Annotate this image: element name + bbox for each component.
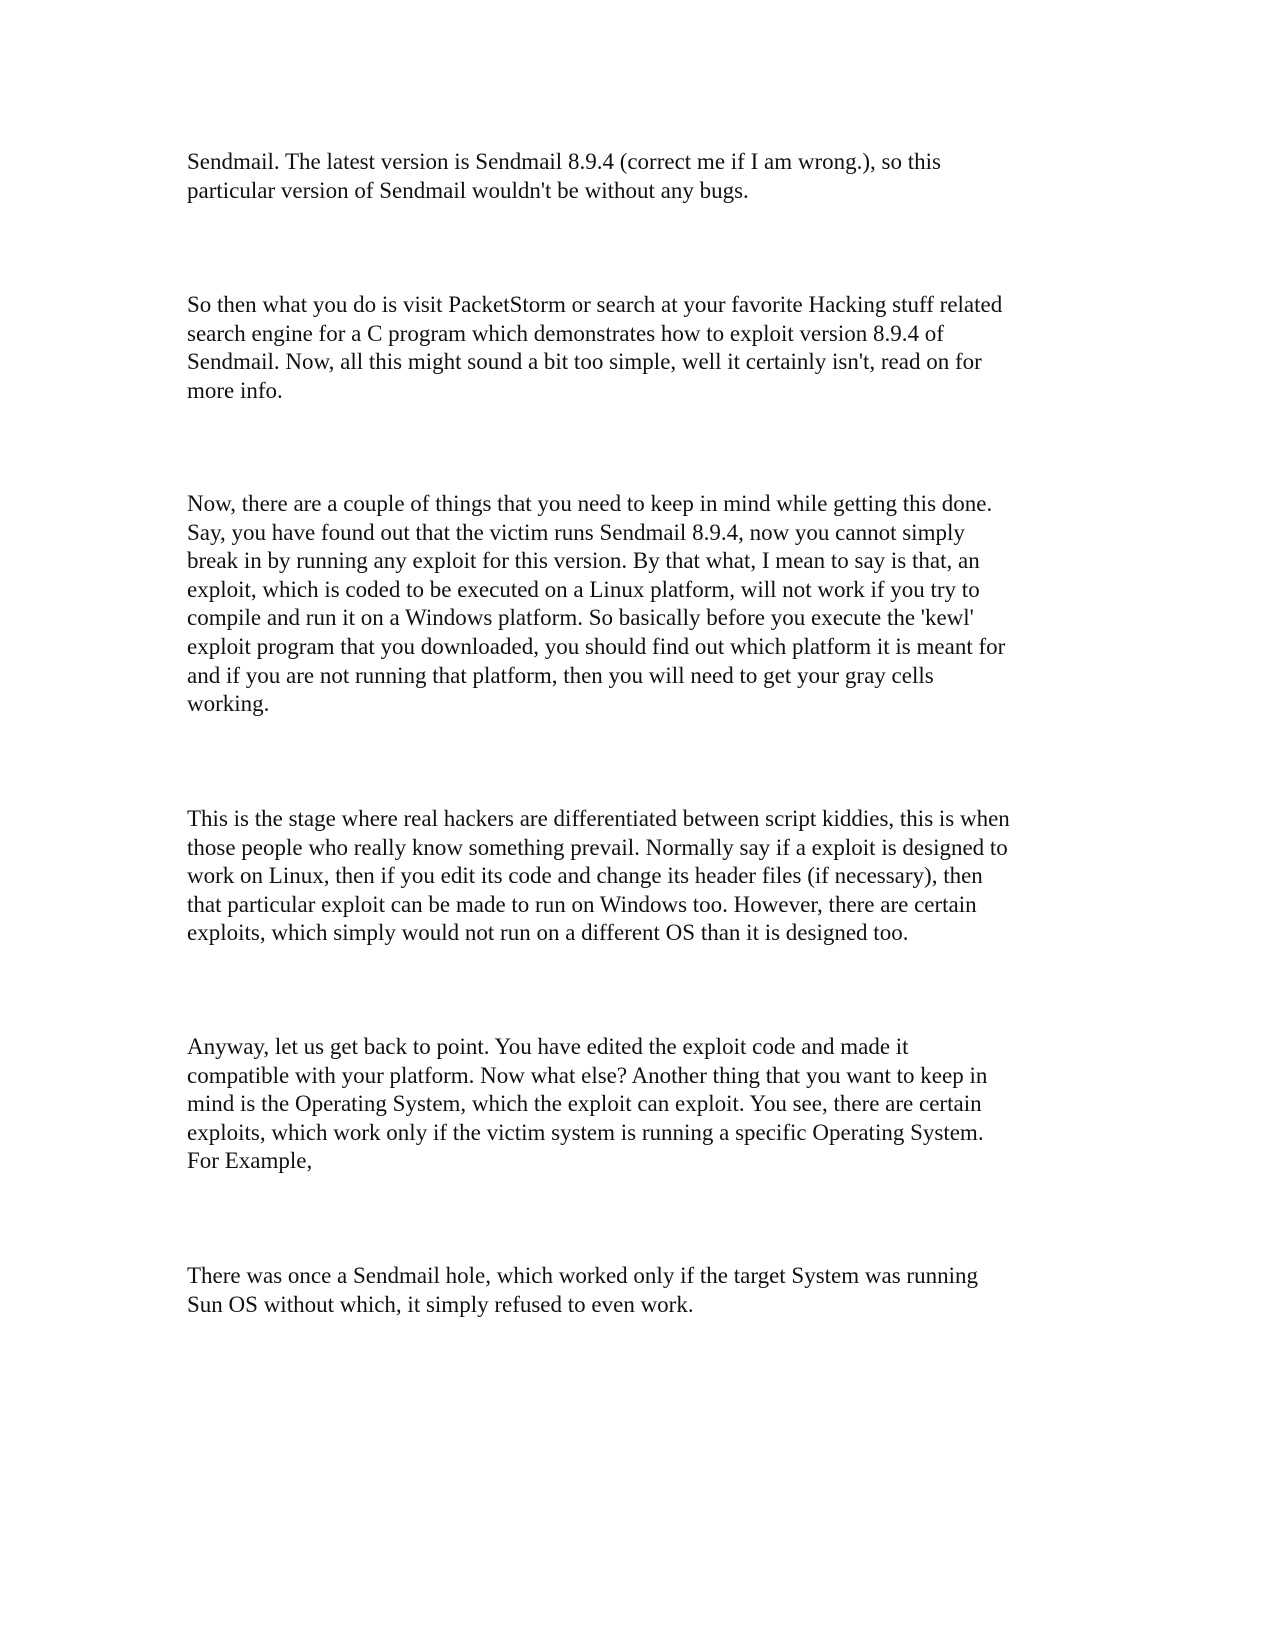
text-line: Now, there are a couple of things that you need to keep in mind while getting this done. [187, 491, 993, 516]
text-line: Sendmail. The latest version is Sendmail 8.9.4 (correct me if I am wrong.), so this [187, 149, 941, 174]
text-line: particular version of Sendmail wouldn't be without any bugs. [187, 177, 749, 203]
paragraph-platform [187, 490, 1092, 719]
text-line: compatible with your platform. Now what else? Another thing that you want to keep in [187, 1062, 988, 1088]
text-line: compile and run it on a Windows platform. So basically before you execute the 'kewl' [187, 605, 974, 631]
paragraph-real-hackers [187, 805, 1092, 948]
text-line: There was once a Sendmail hole, which worked only if the target System was running [187, 1263, 978, 1288]
text-line: exploits, which simply would not run on a different OS than it is designed too. [187, 920, 909, 946]
text-line: exploit, which is coded to be executed on a Linux platform, will not work if you try to [187, 576, 980, 602]
text-line: This is the stage where real hackers are differentiated between script kiddies, this is when [187, 806, 1010, 831]
text-line: those people who really know something prevail. Normally say if a exploit is designed to [187, 834, 1008, 860]
text-line: exploits, which work only if the victim system is running a specific Operating System. [187, 1119, 984, 1145]
text-line: break in by running any exploit for this version. By that what, I mean to say is that, an [187, 548, 980, 574]
paragraph-packetstorm [187, 291, 1092, 405]
text-line: Sun OS without which, it simply refused to even work. [187, 1291, 694, 1317]
text-line: For Example, [187, 1148, 313, 1174]
text-line: work on Linux, then if you edit its code and change its header files (if necessary), then [187, 863, 983, 889]
text-line: mind is the Operating System, which the exploit can exploit. You see, there are certain [187, 1091, 982, 1117]
text-line: exploit program that you downloaded, you should find out which platform it is meant for [187, 633, 1006, 659]
text-line: working. [187, 691, 270, 717]
text-line: search engine for a C program which demonstrates how to exploit version 8.9.4 of [187, 320, 944, 346]
text-line: more info. [187, 377, 283, 403]
text-line: and if you are not running that platform, then you will need to get your gray cells [187, 662, 934, 688]
paragraph-sun-os [187, 1262, 1092, 1319]
text-line: Anyway, let us get back to point. You have edited the exploit code and made it [187, 1034, 909, 1059]
paragraph-sendmail-version [187, 148, 1092, 205]
text-line: So then what you do is visit PacketStorm or search at your favorite Hacking stuff related [187, 292, 1003, 317]
text-line: Sendmail. Now, all this might sound a bit too simple, well it certainly isn't, read on for [187, 349, 982, 375]
text-line: that particular exploit can be made to run on Windows too. However, there are certain [187, 891, 977, 917]
paragraph-operating-system [187, 1033, 1092, 1176]
text-line: Say, you have found out that the victim runs Sendmail 8.9.4, now you cannot simply [187, 519, 965, 545]
